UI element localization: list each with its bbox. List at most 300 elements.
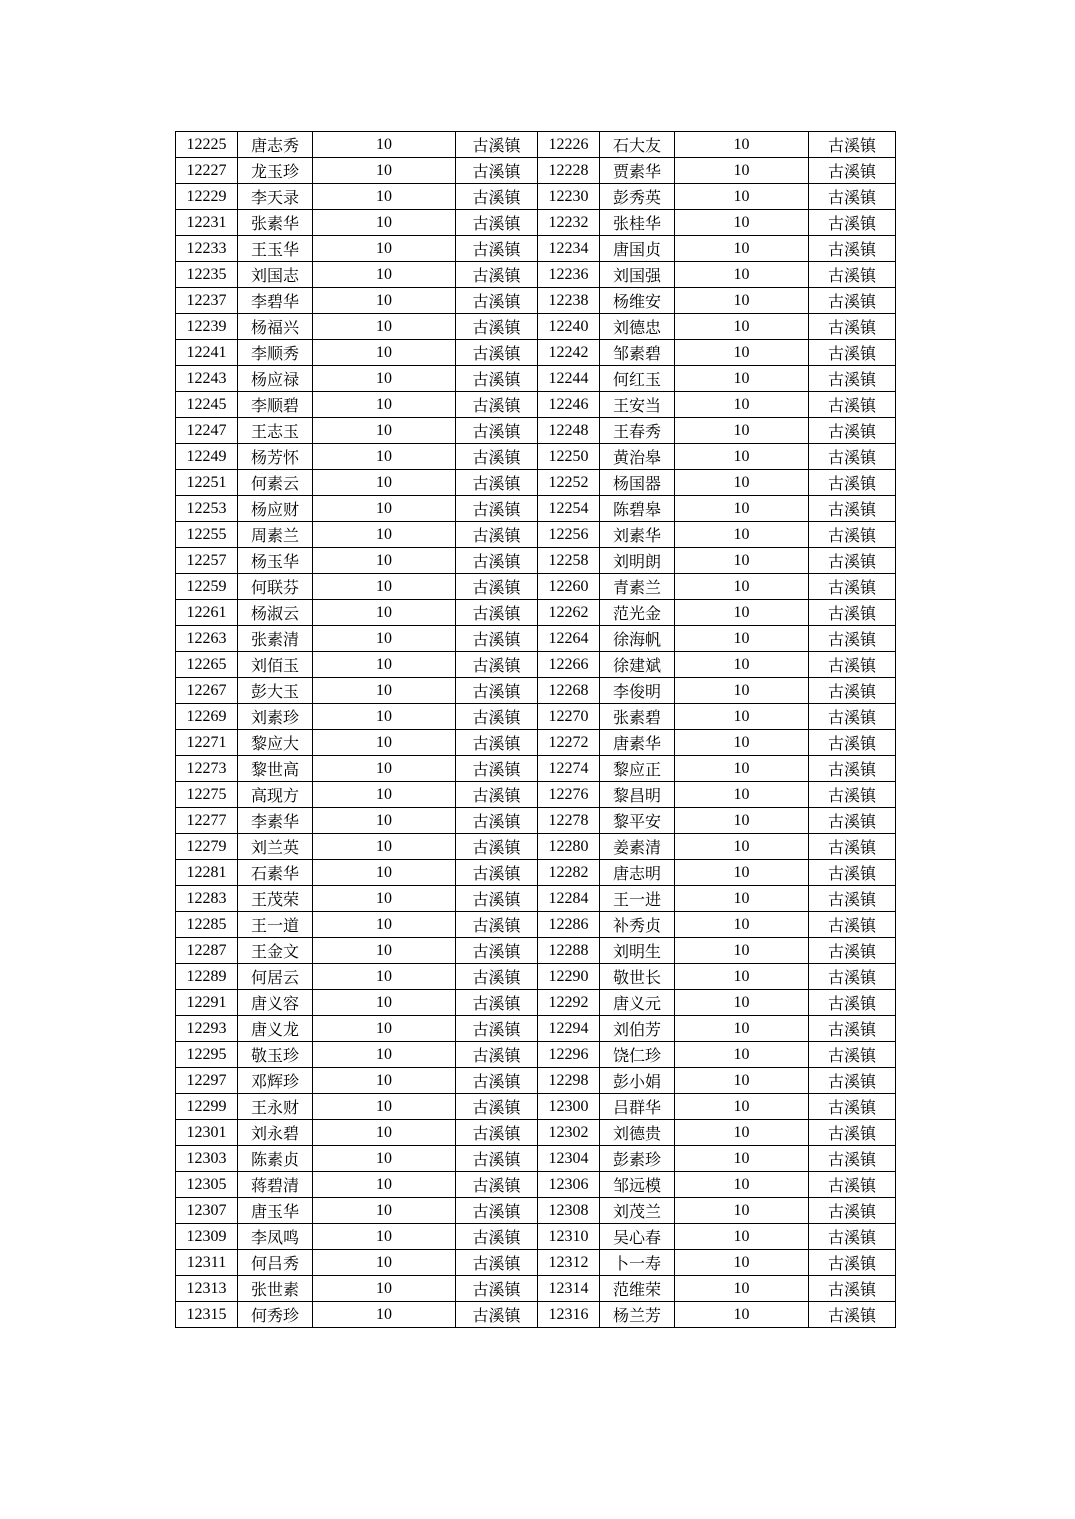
- right-id-cell: 12234: [538, 236, 600, 262]
- table-row: [176, 1042, 896, 1068]
- left-id-cell: 12231: [176, 210, 238, 236]
- left-amount-cell: 10: [313, 704, 456, 730]
- left-amount-cell: 10: [313, 262, 456, 288]
- table-row: [176, 756, 896, 782]
- right-name-cell: 刘明生: [600, 938, 675, 964]
- right-amount-cell: 10: [675, 1120, 809, 1146]
- roster-table-container: [175, 131, 896, 1328]
- right-name-cell: 王一进: [600, 886, 675, 912]
- right-id-cell: 12298: [538, 1068, 600, 1094]
- right-town-cell: 古溪镇: [809, 1172, 896, 1198]
- left-id-cell: 12255: [176, 522, 238, 548]
- right-id-cell: 12264: [538, 626, 600, 652]
- left-id-cell: 12293: [176, 1016, 238, 1042]
- left-name-cell: 李碧华: [238, 288, 313, 314]
- right-id-cell: 12300: [538, 1094, 600, 1120]
- right-amount-cell: 10: [675, 1198, 809, 1224]
- left-id-cell: 12241: [176, 340, 238, 366]
- left-id-cell: 12269: [176, 704, 238, 730]
- left-id-cell: 12303: [176, 1146, 238, 1172]
- left-town-cell: 古溪镇: [456, 210, 538, 236]
- left-amount-cell: 10: [313, 340, 456, 366]
- left-amount-cell: 10: [313, 418, 456, 444]
- right-name-cell: 青素兰: [600, 574, 675, 600]
- table-row: [176, 1068, 896, 1094]
- right-town-cell: 古溪镇: [809, 470, 896, 496]
- left-name-cell: 杨淑云: [238, 600, 313, 626]
- right-id-cell: 12262: [538, 600, 600, 626]
- right-amount-cell: 10: [675, 1250, 809, 1276]
- left-name-cell: 杨福兴: [238, 314, 313, 340]
- right-amount-cell: 10: [675, 886, 809, 912]
- right-town-cell: 古溪镇: [809, 808, 896, 834]
- right-id-cell: 12238: [538, 288, 600, 314]
- left-town-cell: 古溪镇: [456, 366, 538, 392]
- right-amount-cell: 10: [675, 1302, 809, 1328]
- right-name-cell: 刘德贵: [600, 1120, 675, 1146]
- left-amount-cell: 10: [313, 834, 456, 860]
- right-id-cell: 12226: [538, 132, 600, 158]
- left-name-cell: 唐义龙: [238, 1016, 313, 1042]
- left-name-cell: 黎应大: [238, 730, 313, 756]
- table-row: [176, 808, 896, 834]
- right-id-cell: 12288: [538, 938, 600, 964]
- right-town-cell: 古溪镇: [809, 990, 896, 1016]
- left-amount-cell: 10: [313, 132, 456, 158]
- left-town-cell: 古溪镇: [456, 184, 538, 210]
- right-town-cell: 古溪镇: [809, 1094, 896, 1120]
- left-name-cell: 李素华: [238, 808, 313, 834]
- left-amount-cell: 10: [313, 1198, 456, 1224]
- left-town-cell: 古溪镇: [456, 132, 538, 158]
- left-amount-cell: 10: [313, 730, 456, 756]
- table-row: [176, 574, 896, 600]
- left-id-cell: 12273: [176, 756, 238, 782]
- left-amount-cell: 10: [313, 1172, 456, 1198]
- right-name-cell: 范维荣: [600, 1276, 675, 1302]
- right-amount-cell: 10: [675, 1224, 809, 1250]
- left-name-cell: 李顺秀: [238, 340, 313, 366]
- left-town-cell: 古溪镇: [456, 1250, 538, 1276]
- right-name-cell: 王春秀: [600, 418, 675, 444]
- left-id-cell: 12261: [176, 600, 238, 626]
- right-id-cell: 12278: [538, 808, 600, 834]
- right-town-cell: 古溪镇: [809, 236, 896, 262]
- left-amount-cell: 10: [313, 886, 456, 912]
- left-id-cell: 12253: [176, 496, 238, 522]
- right-amount-cell: 10: [675, 210, 809, 236]
- table-row: [176, 1224, 896, 1250]
- left-id-cell: 12313: [176, 1276, 238, 1302]
- right-id-cell: 12290: [538, 964, 600, 990]
- right-id-cell: 12268: [538, 678, 600, 704]
- right-town-cell: 古溪镇: [809, 964, 896, 990]
- left-id-cell: 12245: [176, 392, 238, 418]
- table-row: [176, 132, 896, 158]
- right-name-cell: 徐建斌: [600, 652, 675, 678]
- right-amount-cell: 10: [675, 496, 809, 522]
- left-town-cell: 古溪镇: [456, 1198, 538, 1224]
- left-name-cell: 黎世高: [238, 756, 313, 782]
- left-id-cell: 12259: [176, 574, 238, 600]
- left-id-cell: 12291: [176, 990, 238, 1016]
- right-name-cell: 敬世长: [600, 964, 675, 990]
- left-amount-cell: 10: [313, 756, 456, 782]
- left-town-cell: 古溪镇: [456, 704, 538, 730]
- right-amount-cell: 10: [675, 626, 809, 652]
- table-row: [176, 1250, 896, 1276]
- table-row: [176, 366, 896, 392]
- right-amount-cell: 10: [675, 756, 809, 782]
- left-id-cell: 12283: [176, 886, 238, 912]
- right-town-cell: 古溪镇: [809, 288, 896, 314]
- right-id-cell: 12314: [538, 1276, 600, 1302]
- table-row: [176, 626, 896, 652]
- right-amount-cell: 10: [675, 444, 809, 470]
- left-id-cell: 12243: [176, 366, 238, 392]
- right-amount-cell: 10: [675, 314, 809, 340]
- left-id-cell: 12299: [176, 1094, 238, 1120]
- right-id-cell: 12242: [538, 340, 600, 366]
- left-town-cell: 古溪镇: [456, 808, 538, 834]
- right-name-cell: 唐素华: [600, 730, 675, 756]
- right-name-cell: 黄治皋: [600, 444, 675, 470]
- right-id-cell: 12230: [538, 184, 600, 210]
- right-id-cell: 12284: [538, 886, 600, 912]
- right-id-cell: 12240: [538, 314, 600, 340]
- left-town-cell: 古溪镇: [456, 548, 538, 574]
- table-row: [176, 652, 896, 678]
- left-town-cell: 古溪镇: [456, 990, 538, 1016]
- left-id-cell: 12267: [176, 678, 238, 704]
- left-amount-cell: 10: [313, 782, 456, 808]
- left-amount-cell: 10: [313, 444, 456, 470]
- left-id-cell: 12235: [176, 262, 238, 288]
- right-town-cell: 古溪镇: [809, 1068, 896, 1094]
- left-town-cell: 古溪镇: [456, 1042, 538, 1068]
- left-name-cell: 刘永碧: [238, 1120, 313, 1146]
- left-amount-cell: 10: [313, 938, 456, 964]
- left-id-cell: 12309: [176, 1224, 238, 1250]
- right-name-cell: 吕群华: [600, 1094, 675, 1120]
- left-id-cell: 12281: [176, 860, 238, 886]
- table-row: [176, 912, 896, 938]
- table-row: [176, 1302, 896, 1328]
- left-town-cell: 古溪镇: [456, 1276, 538, 1302]
- table-row: [176, 990, 896, 1016]
- left-amount-cell: 10: [313, 574, 456, 600]
- right-town-cell: 古溪镇: [809, 262, 896, 288]
- left-id-cell: 12311: [176, 1250, 238, 1276]
- right-name-cell: 饶仁珍: [600, 1042, 675, 1068]
- right-town-cell: 古溪镇: [809, 574, 896, 600]
- left-name-cell: 唐志秀: [238, 132, 313, 158]
- left-id-cell: 12233: [176, 236, 238, 262]
- left-amount-cell: 10: [313, 1146, 456, 1172]
- left-amount-cell: 10: [313, 210, 456, 236]
- right-name-cell: 黎应正: [600, 756, 675, 782]
- left-name-cell: 王一道: [238, 912, 313, 938]
- left-name-cell: 邓辉珍: [238, 1068, 313, 1094]
- left-amount-cell: 10: [313, 808, 456, 834]
- right-amount-cell: 10: [675, 392, 809, 418]
- table-row: [176, 1016, 896, 1042]
- right-id-cell: 12296: [538, 1042, 600, 1068]
- left-id-cell: 12315: [176, 1302, 238, 1328]
- table-row: [176, 938, 896, 964]
- left-name-cell: 周素兰: [238, 522, 313, 548]
- right-town-cell: 古溪镇: [809, 912, 896, 938]
- right-amount-cell: 10: [675, 730, 809, 756]
- left-name-cell: 张素华: [238, 210, 313, 236]
- table-row: [176, 834, 896, 860]
- left-id-cell: 12307: [176, 1198, 238, 1224]
- right-name-cell: 贾素华: [600, 158, 675, 184]
- table-row: [176, 1276, 896, 1302]
- right-name-cell: 张桂华: [600, 210, 675, 236]
- right-amount-cell: 10: [675, 132, 809, 158]
- right-id-cell: 12252: [538, 470, 600, 496]
- left-amount-cell: 10: [313, 392, 456, 418]
- right-amount-cell: 10: [675, 938, 809, 964]
- right-name-cell: 刘茂兰: [600, 1198, 675, 1224]
- right-town-cell: 古溪镇: [809, 860, 896, 886]
- left-amount-cell: 10: [313, 1094, 456, 1120]
- left-name-cell: 杨玉华: [238, 548, 313, 574]
- right-name-cell: 卜一寿: [600, 1250, 675, 1276]
- right-town-cell: 古溪镇: [809, 548, 896, 574]
- left-amount-cell: 10: [313, 1224, 456, 1250]
- right-amount-cell: 10: [675, 678, 809, 704]
- left-name-cell: 石素华: [238, 860, 313, 886]
- left-name-cell: 龙玉珍: [238, 158, 313, 184]
- right-amount-cell: 10: [675, 548, 809, 574]
- left-name-cell: 刘兰英: [238, 834, 313, 860]
- table-row: [176, 392, 896, 418]
- left-amount-cell: 10: [313, 600, 456, 626]
- left-town-cell: 古溪镇: [456, 886, 538, 912]
- left-amount-cell: 10: [313, 158, 456, 184]
- left-town-cell: 古溪镇: [456, 860, 538, 886]
- right-amount-cell: 10: [675, 1172, 809, 1198]
- right-amount-cell: 10: [675, 470, 809, 496]
- right-id-cell: 12256: [538, 522, 600, 548]
- left-town-cell: 古溪镇: [456, 652, 538, 678]
- right-town-cell: 古溪镇: [809, 184, 896, 210]
- left-amount-cell: 10: [313, 1276, 456, 1302]
- left-town-cell: 古溪镇: [456, 938, 538, 964]
- left-amount-cell: 10: [313, 184, 456, 210]
- left-town-cell: 古溪镇: [456, 158, 538, 184]
- right-amount-cell: 10: [675, 184, 809, 210]
- table-row: [176, 678, 896, 704]
- left-name-cell: 张素清: [238, 626, 313, 652]
- right-amount-cell: 10: [675, 1042, 809, 1068]
- left-town-cell: 古溪镇: [456, 1146, 538, 1172]
- right-town-cell: 古溪镇: [809, 210, 896, 236]
- left-town-cell: 古溪镇: [456, 288, 538, 314]
- left-amount-cell: 10: [313, 990, 456, 1016]
- left-town-cell: 古溪镇: [456, 236, 538, 262]
- roster-table: [175, 131, 896, 1328]
- right-amount-cell: 10: [675, 262, 809, 288]
- left-town-cell: 古溪镇: [456, 1302, 538, 1328]
- left-town-cell: 古溪镇: [456, 1224, 538, 1250]
- right-id-cell: 12250: [538, 444, 600, 470]
- left-town-cell: 古溪镇: [456, 470, 538, 496]
- left-name-cell: 彭大玉: [238, 678, 313, 704]
- right-amount-cell: 10: [675, 288, 809, 314]
- right-town-cell: 古溪镇: [809, 158, 896, 184]
- table-row: [176, 730, 896, 756]
- right-name-cell: 唐义元: [600, 990, 675, 1016]
- right-town-cell: 古溪镇: [809, 1276, 896, 1302]
- left-town-cell: 古溪镇: [456, 314, 538, 340]
- left-name-cell: 陈素贞: [238, 1146, 313, 1172]
- left-id-cell: 12249: [176, 444, 238, 470]
- left-town-cell: 古溪镇: [456, 678, 538, 704]
- left-id-cell: 12237: [176, 288, 238, 314]
- right-town-cell: 古溪镇: [809, 756, 896, 782]
- left-name-cell: 何居云: [238, 964, 313, 990]
- right-town-cell: 古溪镇: [809, 886, 896, 912]
- right-amount-cell: 10: [675, 782, 809, 808]
- left-name-cell: 李顺碧: [238, 392, 313, 418]
- table-row: [176, 210, 896, 236]
- right-name-cell: 杨维安: [600, 288, 675, 314]
- right-name-cell: 彭素珍: [600, 1146, 675, 1172]
- right-name-cell: 彭小娟: [600, 1068, 675, 1094]
- left-name-cell: 刘素珍: [238, 704, 313, 730]
- right-town-cell: 古溪镇: [809, 938, 896, 964]
- right-amount-cell: 10: [675, 1276, 809, 1302]
- right-amount-cell: 10: [675, 990, 809, 1016]
- right-id-cell: 12248: [538, 418, 600, 444]
- left-name-cell: 唐义容: [238, 990, 313, 1016]
- left-amount-cell: 10: [313, 1068, 456, 1094]
- left-name-cell: 刘国志: [238, 262, 313, 288]
- right-amount-cell: 10: [675, 574, 809, 600]
- left-name-cell: 王永财: [238, 1094, 313, 1120]
- right-id-cell: 12254: [538, 496, 600, 522]
- right-id-cell: 12302: [538, 1120, 600, 1146]
- left-town-cell: 古溪镇: [456, 756, 538, 782]
- table-row: [176, 184, 896, 210]
- left-id-cell: 12265: [176, 652, 238, 678]
- right-town-cell: 古溪镇: [809, 340, 896, 366]
- right-amount-cell: 10: [675, 704, 809, 730]
- table-row: [176, 158, 896, 184]
- right-id-cell: 12266: [538, 652, 600, 678]
- right-name-cell: 彭秀英: [600, 184, 675, 210]
- right-town-cell: 古溪镇: [809, 1224, 896, 1250]
- right-id-cell: 12292: [538, 990, 600, 1016]
- right-amount-cell: 10: [675, 1068, 809, 1094]
- right-town-cell: 古溪镇: [809, 366, 896, 392]
- left-name-cell: 何吕秀: [238, 1250, 313, 1276]
- left-name-cell: 何素云: [238, 470, 313, 496]
- left-id-cell: 12263: [176, 626, 238, 652]
- table-row: [176, 548, 896, 574]
- left-amount-cell: 10: [313, 964, 456, 990]
- table-row: [176, 418, 896, 444]
- right-id-cell: 12286: [538, 912, 600, 938]
- right-town-cell: 古溪镇: [809, 1016, 896, 1042]
- right-town-cell: 古溪镇: [809, 1302, 896, 1328]
- right-town-cell: 古溪镇: [809, 522, 896, 548]
- table-row: [176, 600, 896, 626]
- left-amount-cell: 10: [313, 548, 456, 574]
- left-name-cell: 王金文: [238, 938, 313, 964]
- left-id-cell: 12297: [176, 1068, 238, 1094]
- left-amount-cell: 10: [313, 1042, 456, 1068]
- right-amount-cell: 10: [675, 236, 809, 262]
- right-id-cell: 12258: [538, 548, 600, 574]
- right-id-cell: 12244: [538, 366, 600, 392]
- right-name-cell: 邹素碧: [600, 340, 675, 366]
- left-town-cell: 古溪镇: [456, 626, 538, 652]
- left-town-cell: 古溪镇: [456, 522, 538, 548]
- left-town-cell: 古溪镇: [456, 1120, 538, 1146]
- left-id-cell: 12277: [176, 808, 238, 834]
- left-amount-cell: 10: [313, 912, 456, 938]
- right-name-cell: 刘德忠: [600, 314, 675, 340]
- right-name-cell: 唐志明: [600, 860, 675, 886]
- left-id-cell: 12305: [176, 1172, 238, 1198]
- left-town-cell: 古溪镇: [456, 964, 538, 990]
- right-id-cell: 12312: [538, 1250, 600, 1276]
- left-name-cell: 唐玉华: [238, 1198, 313, 1224]
- right-id-cell: 12316: [538, 1302, 600, 1328]
- left-town-cell: 古溪镇: [456, 782, 538, 808]
- left-name-cell: 李天录: [238, 184, 313, 210]
- left-town-cell: 古溪镇: [456, 1068, 538, 1094]
- left-name-cell: 杨应禄: [238, 366, 313, 392]
- right-name-cell: 刘国强: [600, 262, 675, 288]
- table-row: [176, 1094, 896, 1120]
- left-name-cell: 何联芬: [238, 574, 313, 600]
- right-name-cell: 吴心春: [600, 1224, 675, 1250]
- right-amount-cell: 10: [675, 418, 809, 444]
- right-name-cell: 补秀贞: [600, 912, 675, 938]
- table-row: [176, 1120, 896, 1146]
- left-town-cell: 古溪镇: [456, 340, 538, 366]
- right-amount-cell: 10: [675, 340, 809, 366]
- right-amount-cell: 10: [675, 912, 809, 938]
- left-amount-cell: 10: [313, 366, 456, 392]
- left-town-cell: 古溪镇: [456, 574, 538, 600]
- left-town-cell: 古溪镇: [456, 262, 538, 288]
- table-row: [176, 470, 896, 496]
- left-name-cell: 敬玉珍: [238, 1042, 313, 1068]
- left-amount-cell: 10: [313, 314, 456, 340]
- right-amount-cell: 10: [675, 834, 809, 860]
- left-id-cell: 12289: [176, 964, 238, 990]
- right-amount-cell: 10: [675, 1094, 809, 1120]
- right-name-cell: 何红玉: [600, 366, 675, 392]
- right-id-cell: 12294: [538, 1016, 600, 1042]
- table-row: [176, 340, 896, 366]
- table-row: [176, 782, 896, 808]
- left-town-cell: 古溪镇: [456, 1094, 538, 1120]
- right-id-cell: 12272: [538, 730, 600, 756]
- table-row: [176, 860, 896, 886]
- right-name-cell: 黎昌明: [600, 782, 675, 808]
- right-amount-cell: 10: [675, 600, 809, 626]
- right-town-cell: 古溪镇: [809, 132, 896, 158]
- right-town-cell: 古溪镇: [809, 1198, 896, 1224]
- right-name-cell: 陈碧皋: [600, 496, 675, 522]
